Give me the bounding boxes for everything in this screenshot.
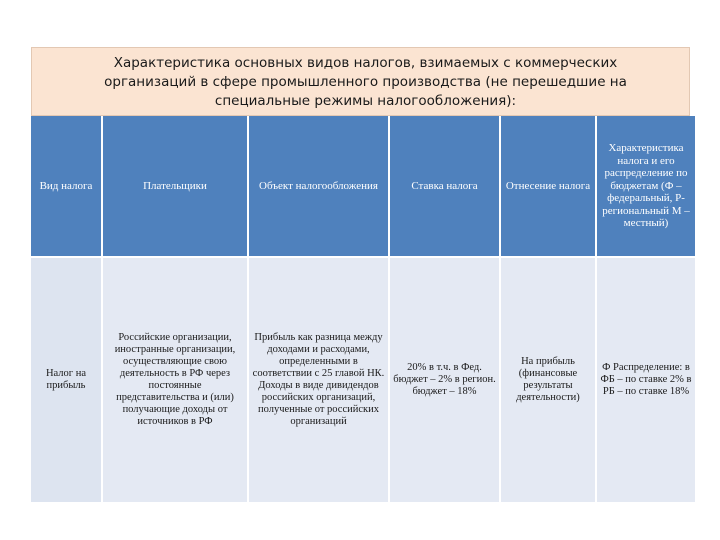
cell-tax-type: Налог на прибыль xyxy=(31,258,103,502)
header-payers: Плательщики xyxy=(103,116,249,258)
header-tax-rate: Ставка налога xyxy=(390,116,501,258)
cell-tax-attribution: На прибыль (финансовые результаты деятельности) xyxy=(501,258,597,502)
header-tax-attribution: Отнесение налога xyxy=(501,116,597,258)
tax-table xyxy=(31,116,695,502)
cell-tax-object: Прибыль как разница между доходами и расходами, определенными в соответствии с 25 главой НК. Доходы в виде дивидендов российских организаций, полученные от российских организаций xyxy=(249,258,390,502)
cell-tax-rate: 20% в т.ч. в Фед. бюджет – 2% в регион. бюджет – 18% xyxy=(390,258,501,502)
header-tax-object: Объект налогообложения xyxy=(249,116,390,258)
page-title: Характеристика основных видов налогов, взимаемых с коммерческих организаций в сфере промышленного производства (не перешедшие на специальные режимы налогообложения): xyxy=(31,47,690,116)
header-tax-type: Вид налога xyxy=(31,116,103,258)
cell-budget-distribution: Ф Распределение: в ФБ – по ставке 2% в РБ – по ставке 18% xyxy=(597,258,695,502)
cell-payers: Российские организации, иностранные организации, осуществляющие свою деятельность в РФ через постоянные представительства и (или) получающие доходы от источников в РФ xyxy=(103,258,249,502)
header-budget-distribution: Характеристика налога и его распределение по бюджетам (Ф – федеральный, Р-региональный М – местный) xyxy=(597,116,695,258)
